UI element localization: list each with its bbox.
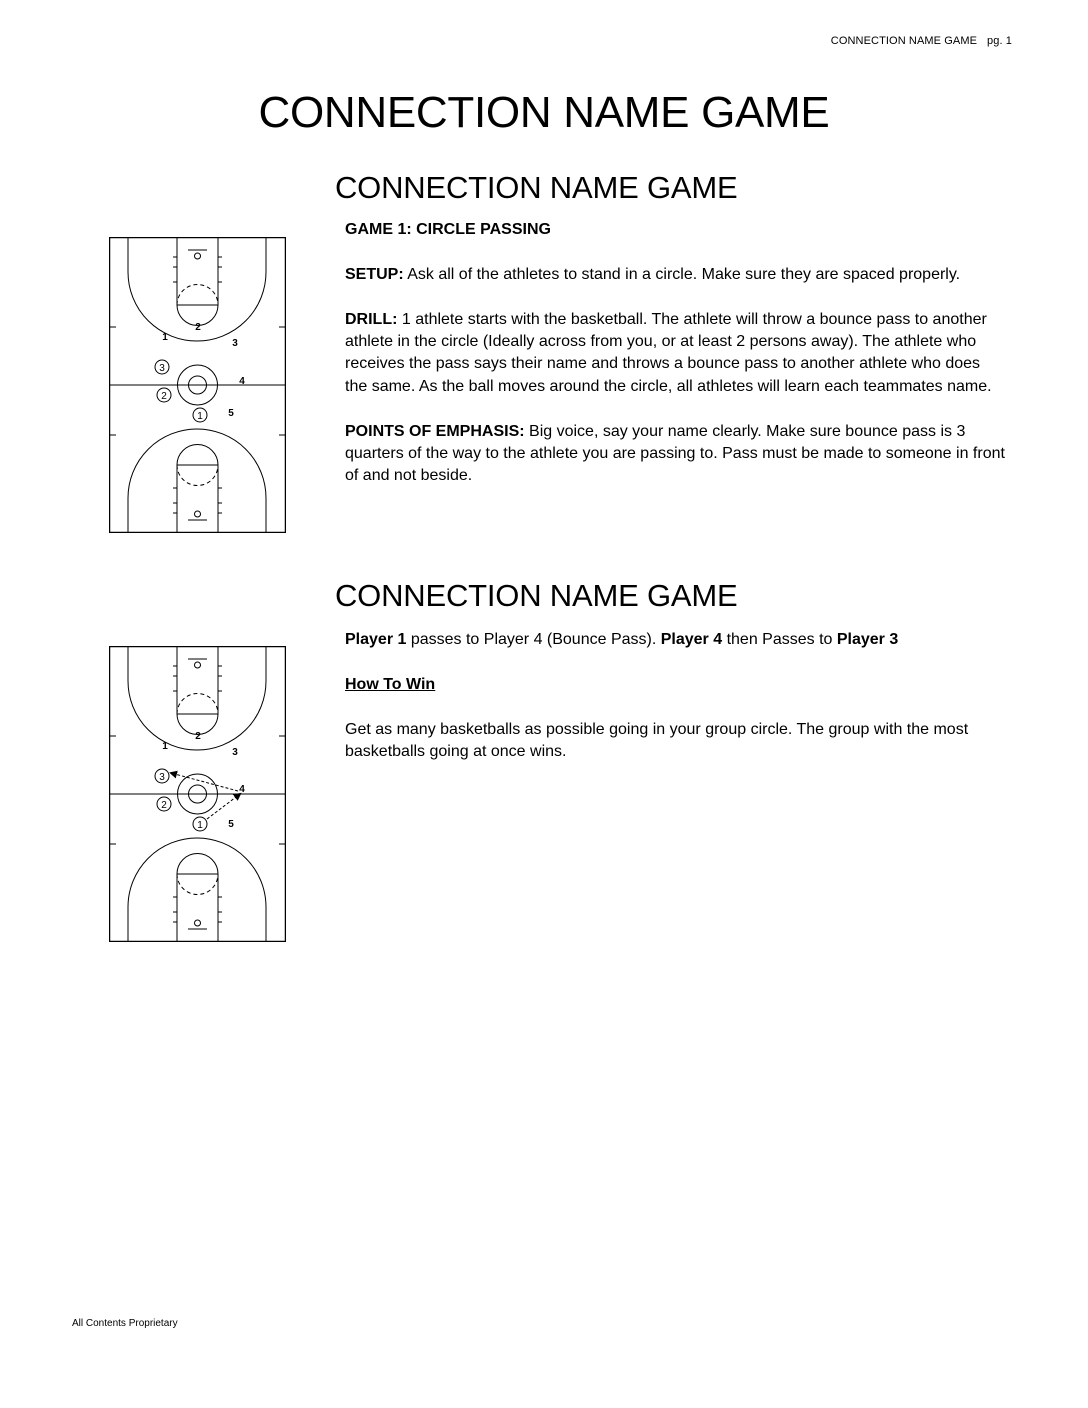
page-number: pg. 1 [987,35,1012,47]
ft-circle-bottom-dashed [177,465,218,485]
svg-text:5: 5 [228,819,234,830]
drill-text: 1 athlete starts with the basketball. The athlete will throw a bounce pass to another athlete in the circle (Ideally across from you, or at least 2 persons away). The athlete who receives the pass says their name and throws a bounce pass to another athlete who does the same. As the ball moves around the circle, all athletes will learn each teammates name. [345,310,992,395]
circled-label-3: 3 [159,363,165,374]
setup-label: SETUP: [345,265,404,283]
rim-bottom [195,511,201,517]
player-label-5: 5 [228,408,234,419]
setup-paragraph [345,264,1005,286]
svg-text:1: 1 [162,741,168,752]
drill-paragraph [345,309,1005,399]
player-label-1: 1 [162,332,168,343]
ft-circle-top-dashed [177,285,218,305]
circled-label-1: 1 [197,411,203,422]
circled-label-2: 2 [161,391,167,402]
svg-text:2: 2 [161,800,167,811]
pass-sequence: Player 1 passes to Player 4 (Bounce Pass). Player 4 then Passes to Player 3 [345,631,899,648]
svg-text:1: 1 [197,820,203,831]
court-diagram-1 [109,237,286,533]
section2-title: CONNECTION NAME GAME [335,578,738,613]
ft-circle-bottom-solid [177,445,218,465]
emphasis-label: POINTS OF EMPHASIS: [345,422,525,440]
player-label-3: 3 [232,338,238,349]
svg-text:3: 3 [232,747,238,758]
section2-body [345,629,1005,786]
key-top [177,237,218,305]
player-label-2: 2 [195,322,201,333]
setup-text: Ask all of the athletes to stand in a circle. Make sure they are spaced properly. [403,265,961,283]
page-title: CONNECTION NAME GAME [258,88,830,137]
running-header-title: CONNECTION NAME GAME [830,35,978,47]
win-paragraph: Get as many basketballs as possible going in your group circle. The group with the most basketballs going at once wins. [345,720,969,760]
key-bottom [177,465,218,533]
player-label-4: 4 [239,376,245,387]
svg-text:4: 4 [239,784,245,795]
pass-arrow-1-to-4 [207,794,240,819]
section1-body [345,219,1005,510]
game-heading: GAME 1: CIRCLE PASSING [345,221,551,238]
emphasis-text: Big voice, say your name clearly. Make sure bounce pass is 3 quarters of the way to the athlete you are passing to. Pass must be made to someone in front of and not beside. [345,422,1005,485]
svg-text:2: 2 [195,731,201,742]
court-diagram-2 [109,646,286,942]
svg-text:3: 3 [159,772,165,783]
drill-label: DRILL: [345,310,398,328]
emphasis-paragraph [345,421,1005,488]
how-to-win-heading: How To Win [345,675,436,693]
footer-text: All Contents Proprietary [72,1318,178,1329]
section1-title: CONNECTION NAME GAME [335,170,738,205]
rim-top [195,253,201,259]
running-header [831,35,1012,47]
